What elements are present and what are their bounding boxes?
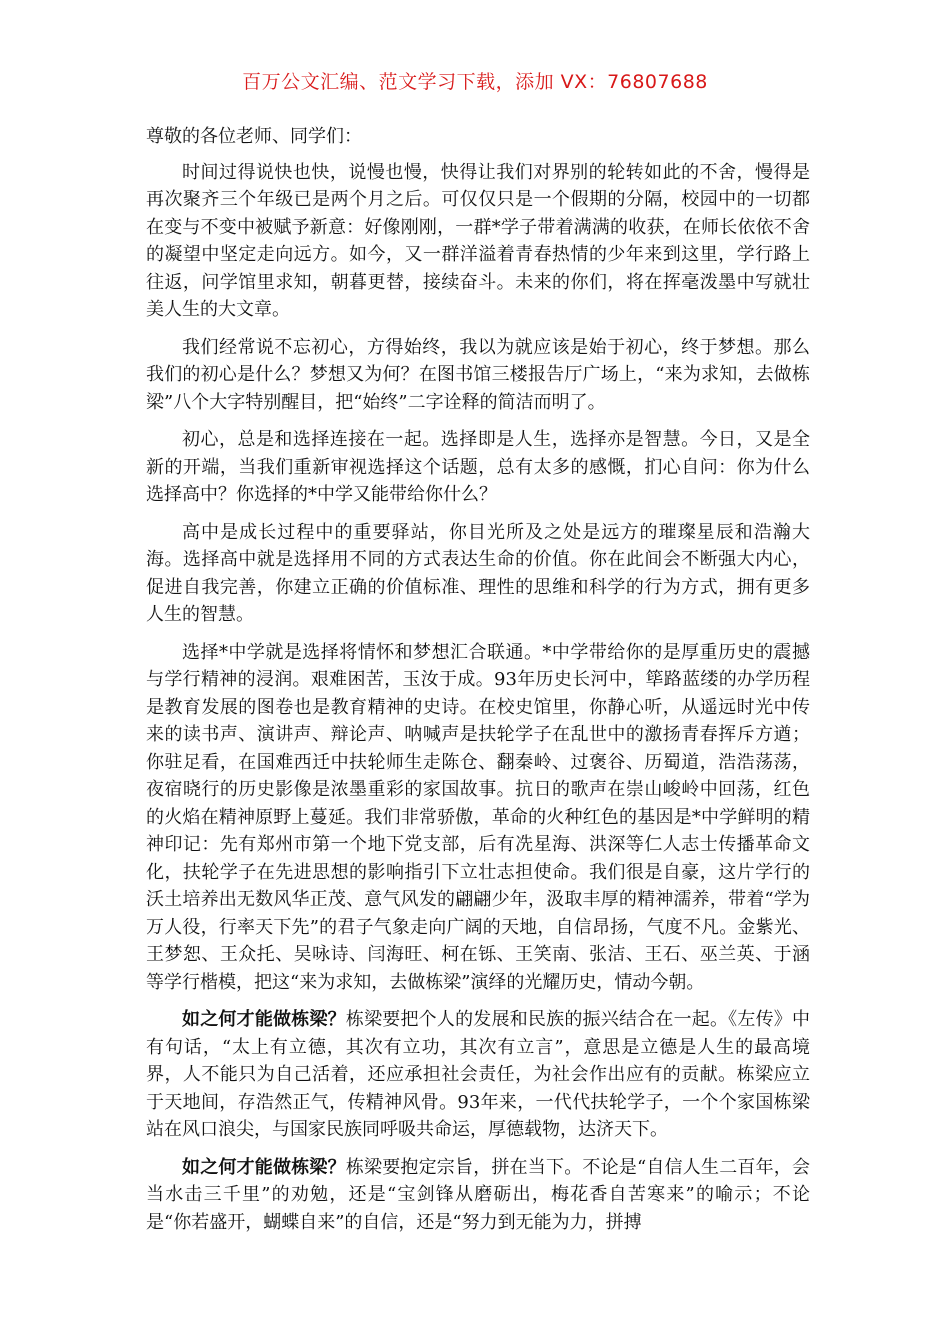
paragraph-text: 时间过得说快也快，说慢也慢，快得让我们对界别的轮转如此的不舍，慢得是再次聚齐三个年级已是两个月之后。可仅仅只是一个假期的分隔，校园中的一切都在变与不变中被赋予新意：好像刚刚，一群*学子带着满满的收获，在师长依依不舍的凝望中坚定走向远方。如今，又一群洋溢着青春热情的少年来到这里，学行路上往返，问学馆里求知，朝暮更替，接续奋斗。未来的你们，将在挥毫泼墨中写就壮美人生的大文章。 [146,161,810,320]
paragraph-4 [146,519,810,629]
paragraph-text: 我们经常说不忘初心，方得始终，我以为就应该是始于初心，终于梦想。那么我们的初心是什么？梦想又为何？在图书馆三楼报告厅广场上，“来为求知，去做栋梁”八个大字特别醒目，把“始终”二字诠释的简洁而明了。 [146,336,810,413]
paragraph-1 [146,159,810,324]
paragraph-6 [146,1006,810,1144]
paragraph-5 [146,639,810,997]
paragraph-text: 栋梁要把个人的发展和民族的振兴结合在一起。《左传》中有句话，“太上有立德，其次有立功，其次有立言”，意思是立德是人生的最高境界，人不能只为自己活着，还应承担社会责任，为社会作出应有的贡献。栋梁应立于天地间，存浩然正气，传精神风骨。93年来，一代代扶轮学子，一个个家国栋梁站在风口浪尖，与国家民族同呼吸共命运，厚德载物，达济天下。 [146,1009,811,1140]
paragraph-7 [146,1154,810,1237]
paragraph-text: 初心，总是和选择连接在一起。选择即是人生，选择亦是智慧。今日，又是全新的开端，当我们重新审视选择这个话题，总有太多的感慨，扪心自问：你为什么选择高中？你选择的*中学又能带给你什么？ [146,429,810,505]
paragraph-lead: 如之何才能做栋梁？ [182,1156,346,1178]
paragraph-3 [146,426,810,509]
paragraph-lead: 如之何才能做栋梁？ [182,1009,346,1030]
header-banner: 百万公文汇编、范文学习下载，添加 VX：76807688 [242,71,708,93]
paragraph-2 [146,334,810,417]
paragraph-text: 高中是成长过程中的重要驿站，你目光所及之处是远方的璀璨星辰和浩瀚大海。选择高中就是选择用不同的方式表达生命的价值。你在此间会不断强大内心，促进自我完善，你建立正确的价值标准、理性的思维和科学的行为方式，拥有更多人生的智慧。 [146,521,810,625]
document-body [146,123,810,1246]
paragraph-text: 选择*中学就是选择将情怀和梦想汇合联通。*中学带给你的是厚重历史的震撼与学行精神的浸润。艰难困苦，玉汝于成。93年历史长河中，筚路蓝缕的办学历程是教育发展的图卷也是教育精神的史诗。在校史馆里，你静心听，从遥远时光中传来的读书声、演讲声、辩论声、呐喊声是扶轮学子在乱世中的激扬青春挥斥方遒；你驻足看，在国难西迁中扶轮师生走陈仓、翻秦岭、过褒谷、历蜀道，浩浩荡荡，夜宿晓行的历史影像是浓墨重彩的家国故事。抗日的歌声在崇山峻岭中回荡，红色的火焰在精神原野上蔓延。我们非常骄傲，革命的火种红色的基因是*中学鲜明的精神印记：先有郑州市第一个地下党支部，后有冼星海、洪深等仁人志士传播革命文化，扶轮学子在先进思想的影响指引下立壮志担使命。我们很是自豪，这片学行的沃土培养出无数风华正茂、意气风发的翩翩少年，汲取丰厚的精神濡养，带着“学为万人役，行率天下先”的君子气象走向广阔的天地，自信昂扬，气度不凡。金紫光、王梦恕、王众托、吴咏诗、闫海旺、柯在铄、王笑南、张洁、王石、巫兰英、于涵等学行楷模，把这“来为求知，去做栋梁”演绎的光耀历史，情动今朝。 [146,641,810,993]
salutation: 尊敬的各位老师、同学们： [146,126,362,147]
paragraph-text: 栋梁要抱定宗旨，拼在当下。不论是“自信人生二百年，会当水击三千里”的劝勉，还是“宝剑锋从磨砺出，梅花香自苦寒来”的喻示；不论是“你若盛开，蝴蝶自来”的自信，还是“努力到无能为力，拼搏 [146,1156,811,1233]
